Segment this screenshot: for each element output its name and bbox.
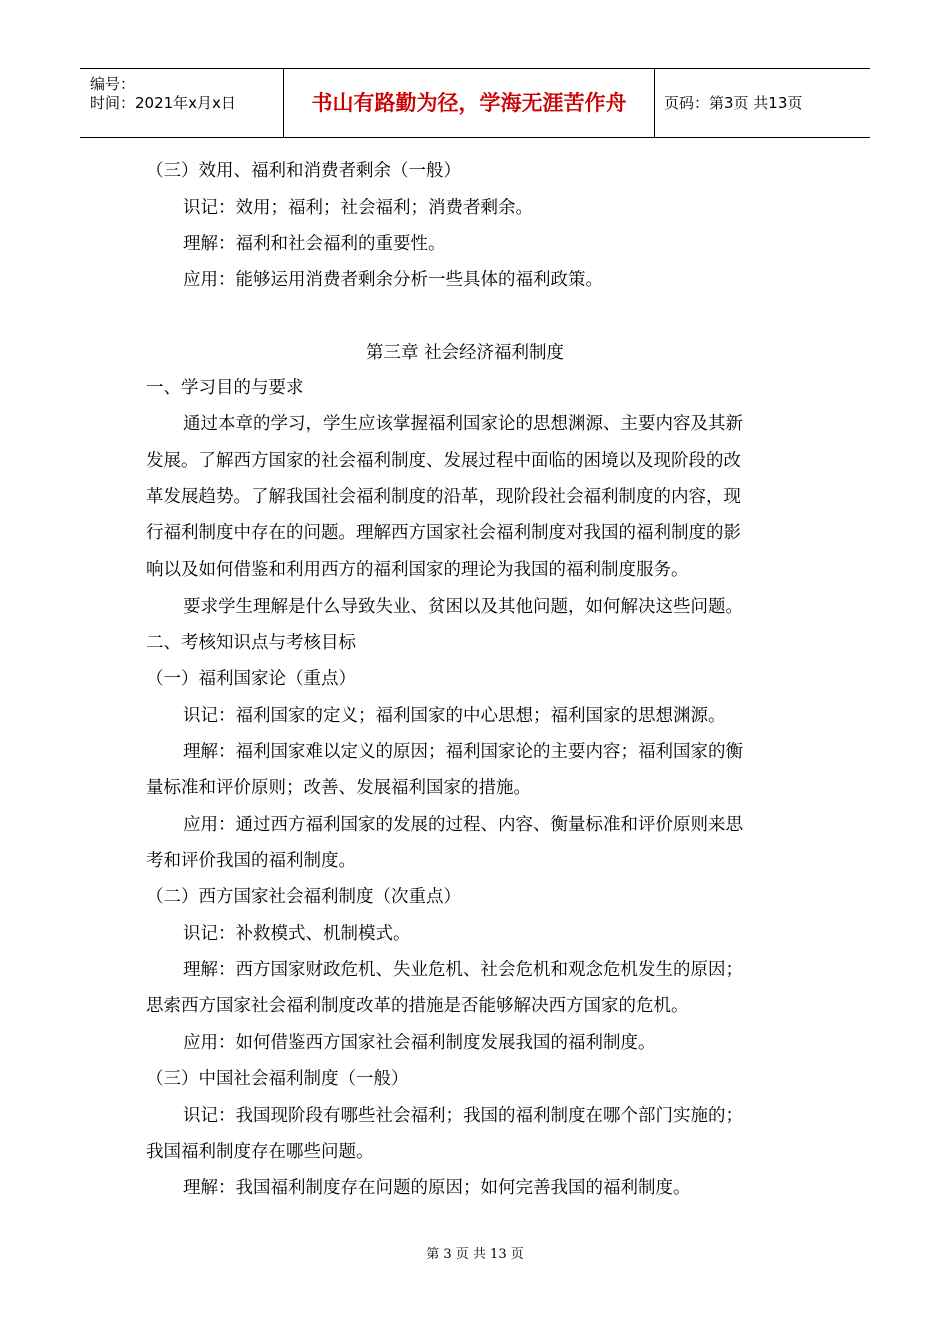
section-heading: （三）效用、福利和消费者剩余（一般） [146, 161, 461, 181]
text-line: 应用：如何借鉴西方国家社会福利制度发展我国的福利制度。 [183, 1033, 656, 1053]
text-line: 行福利制度中存在的问题。理解西方国家社会福利制度对我国的福利制度的影 [146, 523, 741, 543]
section-heading: 二、考核知识点与考核目标 [146, 633, 356, 653]
text-line: 要求学生理解是什么导致失业、贫困以及其他问题，如何解决这些问题。 [183, 597, 743, 617]
text-line: 识记：效用；福利；社会福利；消费者剩余。 [183, 198, 533, 218]
chapter-title: 第三章 社会经济福利制度 [366, 343, 565, 363]
text-line: 量标准和评价原则；改善、发展福利国家的措施。 [146, 778, 531, 798]
text-line: 理解：福利国家难以定义的原因；福利国家论的主要内容；福利国家的衡 [183, 742, 743, 762]
text-line: 理解：我国福利制度存在问题的原因；如何完善我国的福利制度。 [183, 1178, 691, 1198]
date-line: 时间：2021年x月x日 [90, 94, 236, 112]
text-line: 理解：福利和社会福利的重要性。 [183, 234, 446, 254]
text-line: 发展。了解西方国家的社会福利制度、发展过程中面临的困境以及现阶段的改 [146, 451, 741, 471]
text-line: 通过本章的学习，学生应该掌握福利国家论的思想渊源、主要内容及其新 [183, 414, 743, 434]
page-footer: 第 3 页 共 13 页 [426, 1247, 524, 1262]
section-heading: （二）西方国家社会福利制度（次重点） [146, 887, 461, 907]
text-line: 我国福利制度存在哪些问题。 [146, 1142, 374, 1162]
page-header [80, 68, 870, 138]
header-page-info: 页码：第3页 共13页 [664, 94, 803, 112]
header-info-cell [80, 69, 284, 137]
text-line: 考和评价我国的福利制度。 [146, 851, 356, 871]
text-line: 识记：福利国家的定义；福利国家的中心思想；福利国家的思想渊源。 [183, 706, 726, 726]
header-motto: 书山有路勤为径，学海无涯苦作舟 [284, 69, 655, 137]
text-line: 思索西方国家社会福利制度改革的措施是否能够解决西方国家的危机。 [146, 996, 689, 1016]
text-line: 响以及如何借鉴和利用西方的福利国家的理论为我国的福利制度服务。 [146, 560, 689, 580]
text-line: 识记：我国现阶段有哪些社会福利；我国的福利制度在哪个部门实施的； [183, 1106, 743, 1126]
section-heading: （三）中国社会福利制度（一般） [146, 1069, 409, 1089]
text-line: 识记：补救模式、机制模式。 [183, 924, 411, 944]
text-line: 革发展趋势。了解我国社会福利制度的沿革，现阶段社会福利制度的内容，现 [146, 487, 741, 507]
section-heading: （一）福利国家论（重点） [146, 669, 356, 689]
text-line: 应用：通过西方福利国家的发展的过程、内容、衡量标准和评价原则来思 [183, 815, 743, 835]
text-line: 理解：西方国家财政危机、失业危机、社会危机和观念危机发生的原因； [183, 960, 743, 980]
section-heading: 一、学习目的与要求 [146, 378, 304, 398]
number-label: 编号： [90, 75, 136, 93]
text-line: 应用：能够运用消费者剩余分析一些具体的福利政策。 [183, 270, 603, 290]
